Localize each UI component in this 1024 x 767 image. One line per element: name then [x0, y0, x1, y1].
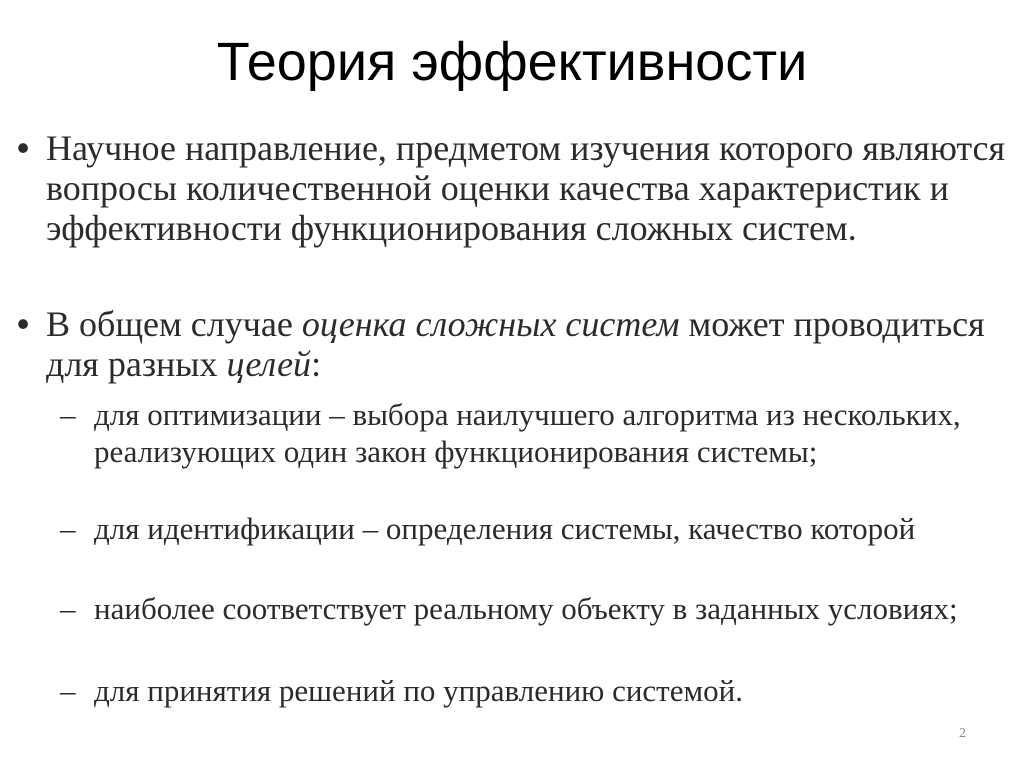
sub-bullet-text: наиболее соответствует реальному объекту в заданных условиях;: [94, 591, 958, 626]
bullet-text-part: :: [311, 344, 322, 384]
dash-marker: –: [60, 397, 76, 432]
dash-marker: –: [60, 591, 76, 626]
bullet-text: Научное направление, предметом изучения которого являются вопросы количественной оценки качества характеристик и эффективности функционирования сложных систем.: [46, 128, 1006, 248]
bullet-marker: •: [16, 127, 30, 168]
bullet-text-italic: целей: [226, 344, 312, 384]
dash-marker: –: [60, 673, 76, 708]
bullet-text: [46, 304, 1006, 384]
bullet-marker: •: [16, 303, 30, 344]
page-number: 2: [959, 726, 966, 741]
sub-bullet-text: для принятия решений по управлению системой.: [94, 673, 743, 708]
slide-title: Теория эффективности: [216, 32, 808, 92]
sub-bullet-text: для оптимизации – выбора наилучшего алгоритма из нескольких, реализующих один закон функционирования системы;: [94, 397, 961, 469]
bullet-text-part: может проводиться для разных: [46, 304, 985, 384]
bullet-text-part: В общем случае: [46, 304, 302, 344]
bullet-text-italic: оценка сложных систем: [301, 304, 680, 344]
dash-marker: –: [60, 511, 76, 546]
sub-bullet-text: для идентификации – определения системы, качество которой: [94, 511, 916, 546]
